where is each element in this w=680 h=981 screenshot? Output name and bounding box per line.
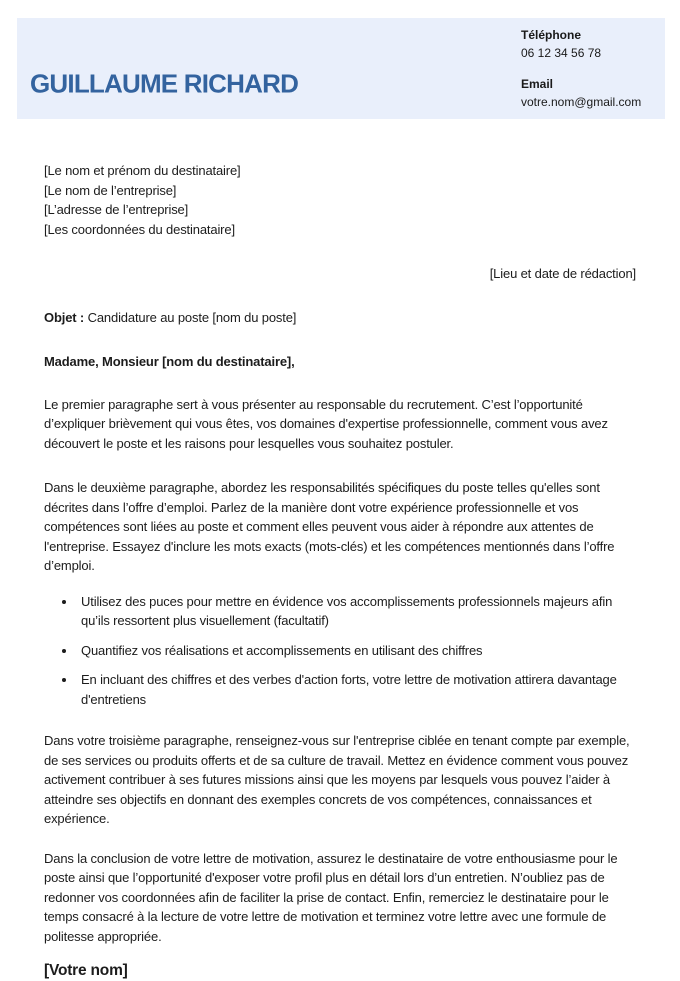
- contact-email: [521, 75, 641, 111]
- contact-block: [521, 26, 641, 111]
- signature-name: [Votre nom]: [44, 962, 128, 979]
- phone-value: 06 12 34 56 78: [521, 46, 602, 60]
- letter-body: [0, 119, 680, 981]
- subject-label: Objet :: [44, 309, 85, 325]
- bullet-item-action-verbs: • En incluant des chiffres et des verbes d'action forts, votre lettre de motivation attirera davantage d'entretiens: [77, 670, 636, 709]
- place-and-date: [Lieu et date de rédaction]: [489, 266, 636, 281]
- email-value: votre.nom@gmail.com: [521, 95, 642, 109]
- header-banner: [17, 18, 665, 119]
- bullet-item-highlight: • Utilisez des puces pour mettre en évidence vos accomplissements professionnels majeurs afin qu’ils ressortent plus visuellement (facultatif): [77, 592, 636, 631]
- subject-line: [44, 308, 636, 328]
- paragraph-intro: Le premier paragraphe sert à vous présenter au responsable du recrutement. C’est l’opportunité d’expliquer brièvement qui vous êtes, vos domaines d'expertise professionnelle, comment vous avez découvert le poste et les raisons pour lesquelles vous souhaitez postuler.: [44, 396, 608, 451]
- tips-bullet-list: [44, 592, 636, 710]
- bullet-item-quantify: • Quantifiez vos réalisations et accomplissements en utilisant des chiffres: [77, 641, 636, 661]
- recipient-line-address: [L’adresse de l’entreprise]: [44, 202, 189, 217]
- paragraph-company-research: Dans votre troisième paragraphe, renseignez-vous sur l'entreprise ciblée en tenant compte par exemple, de ses services ou produits offerts et de sa culture de travail. Mettez en évidence comment vous pouvez activement contribuer à ses futures missions ainsi que les moyens par lesquels vous pouvez l’aider à atteindre ses objectifs en donnant des exemples concrets de vos compétences, connaissances et expérience.: [44, 733, 630, 826]
- paragraph-conclusion: Dans la conclusion de votre lettre de motivation, assurez le destinataire de votre enthousiasme pour le poste ainsi que l’opportunité d'exposer votre profil plus en détail lors d’un entretien. N’oubliez pas de redonner vos coordonnées afin de faciliter la prise de contact. Enfin, remerciez le destinataire pour le temps consacré à la lecture de votre lettre de motivation et terminez votre lettre avec une formule de politesse appropriée.: [44, 850, 618, 944]
- paragraph-responsibilities: Dans le deuxième paragraphe, abordez les responsabilités spécifiques du poste telles qu'elles sont décrites dans l’offre d’emploi. Parlez de la manière dont votre expérience professionnelle et vos compétences sont liées au poste et comment elles peuvent vous aider à répondre aux attentes de l'entreprise. Essayez d'inclure les mots exacts (mots-clés) et les compétences mentionnés dans l’offre d’emploi.: [44, 480, 615, 573]
- recipient-block: [44, 161, 636, 239]
- subject-text: Candidature au poste [nom du poste]: [84, 309, 297, 325]
- email-label: Email: [521, 77, 554, 91]
- phone-label: Téléphone: [521, 28, 582, 42]
- contact-phone: [521, 26, 641, 62]
- candidate-name: GUILLAUME RICHARD: [30, 68, 299, 99]
- recipient-line-name: [Le nom et prénom du destinataire]: [44, 163, 241, 178]
- recipient-line-company: [Le nom de l’entreprise]: [44, 182, 177, 198]
- salutation: Madame, Monsieur [nom du destinataire],: [44, 354, 295, 369]
- recipient-line-details: [Les coordonnées du destinataire]: [44, 221, 235, 237]
